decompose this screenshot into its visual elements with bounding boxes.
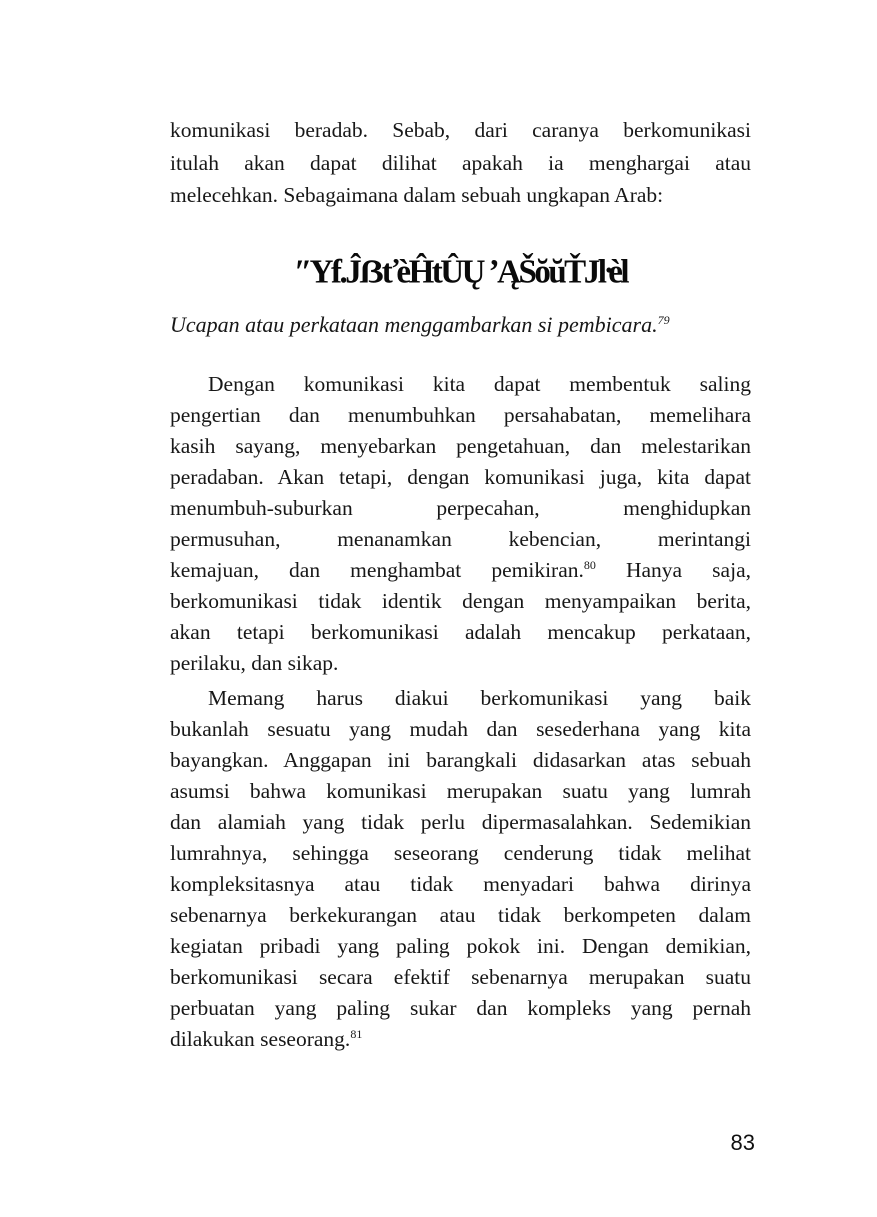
text-line: itulah akan dapat dilihat apakah ia menghargai atau [170,150,751,175]
text-line: dan alamiah yang tidak perlu dipermasalahkan. Sedemikian [170,810,751,834]
text-line: akan tetapi berkomunikasi adalah mencakup perkataan, [170,620,751,644]
text-line: berkomunikasi tidak identik dengan menyampaikan berita, [170,589,751,613]
text-line: lumrahnya, sehingga seseorang cenderung tidak melihat [170,841,751,865]
text-line: kegiatan pribadi yang paling pokok ini. Dengan demikian, [170,934,751,958]
page-number: 83 [730,1130,755,1155]
quote-translation-text: Ucapan atau perkataan menggambarkan si pembicara. [170,312,658,337]
text-segment: Hanya saja, [595,558,751,582]
footnote-ref-81: 81 [350,1027,363,1041]
text-line: peradaban. Akan tetapi, dengan komunikasi juga, kita dapat [170,465,751,489]
footnote-ref-79: 79 [657,313,670,327]
text-line: bayangkan. Anggapan ini barangkali didasarkan atas sebuah [170,748,751,772]
paragraph-2 [170,369,751,679]
arabic-quote-glyphs: ″Yf.ĴẞťèĤtÛŲ ʼĄŠŏŭŤJŀèl [293,253,628,291]
paragraph-3 [170,683,751,1055]
text-segment: kemajuan, dan menghambat pemikiran. [170,558,584,582]
text-line: pengertian dan menumbuhkan persahabatan, memelihara [170,403,751,427]
quote-translation [170,309,751,340]
text-line: bukanlah sesuatu yang mudah dan sesederhana yang kita [170,717,751,741]
text-line: komunikasi beradab. Sebab, dari caranya berkomunikasi [170,118,751,142]
paragraph-1 [170,114,751,212]
text-line: menumbuh-suburkan perpecahan, menghidupkan [170,496,751,520]
arabic-quote [170,246,751,298]
text-segment: dilakukan seseorang. [170,1027,351,1051]
text-line: asumsi bahwa komunikasi merupakan suatu yang lumrah [170,779,751,803]
text-line [170,555,751,586]
text-line: kompleksitasnya atau tidak menyadari bahwa dirinya [170,872,751,896]
text-line: melecehkan. Sebagaimana dalam sebuah ungkapan Arab: [170,183,664,207]
text-line [170,1024,751,1055]
text-line: Dengan komunikasi kita dapat membentuk saling [208,372,751,396]
footnote-ref-80: 80 [583,558,596,572]
text-line: perbuatan yang paling sukar dan kompleks yang pernah [170,996,751,1020]
text-line: perilaku, dan sikap. [170,651,339,675]
text-line: permusuhan, menanamkan kebencian, merintangi [170,527,751,551]
text-line: Memang harus diakui berkomunikasi yang baik [208,686,751,710]
text-line: kasih sayang, menyebarkan pengetahuan, dan melestarikan [170,434,751,458]
text-line: berkomunikasi secara efektif sebenarnya merupakan suatu [170,965,751,989]
text-line: sebenarnya berkekurangan atau tidak berkompeten dalam [170,903,751,927]
